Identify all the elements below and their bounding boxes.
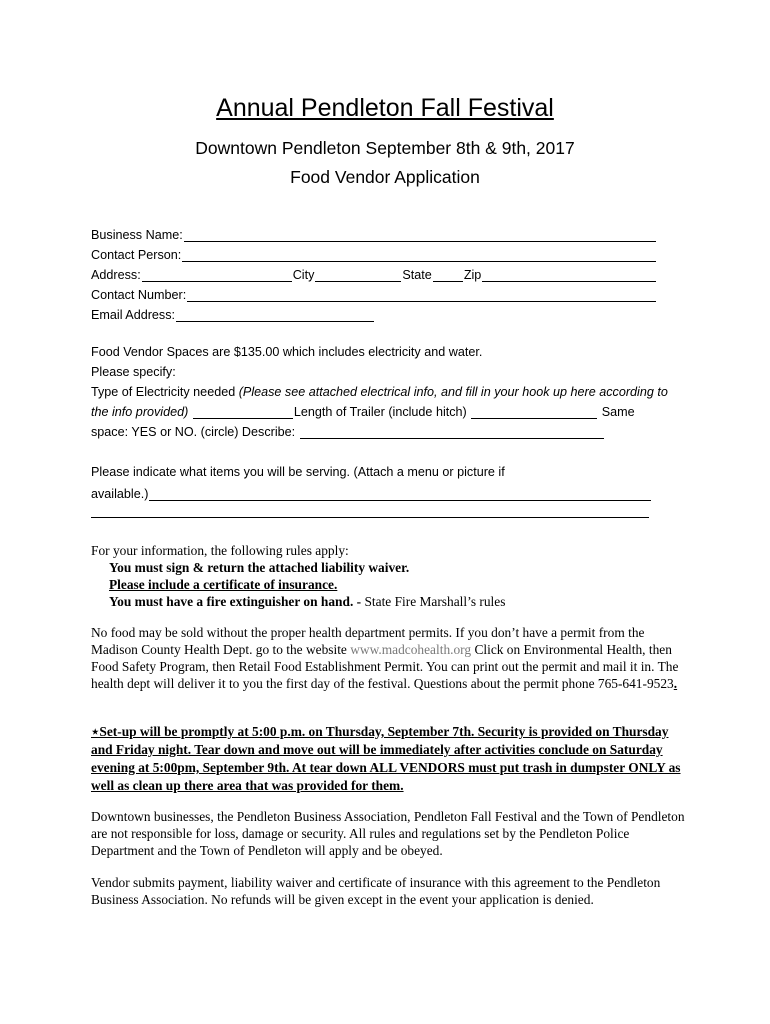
electricity-note: (Please see attached electrical info, and fill in your hook up here according to [238, 385, 668, 399]
describe-input[interactable] [300, 425, 604, 439]
city-input[interactable] [315, 267, 401, 282]
trailer-label: Length of Trailer (include hitch) [293, 405, 467, 419]
payment-paragraph: Vendor submits payment, liability waiver and certificate of insurance with this agreement to the Pendleton Business Association. No refunds will be given except in the event your application is denied. [91, 875, 661, 907]
same-space-line [91, 425, 605, 439]
menu-field [91, 483, 651, 501]
electricity-input[interactable] [193, 405, 293, 419]
zip-label: Zip [463, 268, 482, 282]
please-specify: Please specify: [91, 365, 176, 379]
menu-prompt-cont: available.) [91, 487, 149, 501]
rule-insurance: Please include a certificate of insurance. [109, 577, 338, 592]
email-field [91, 304, 374, 322]
state-input[interactable] [433, 267, 463, 282]
space-price: Food Vendor Spaces are $135.00 which includes electricity and water. [91, 345, 483, 359]
menu-input[interactable] [149, 486, 651, 501]
contact-number-label: Contact Number: [91, 288, 187, 302]
menu-prompt: Please indicate what items you will be serving. (Attach a menu or picture if [91, 465, 505, 479]
setup-paragraph: ⋆Set-up will be promptly at 5:00 p.m. on Thursday, September 7th. Security is provided on Thursday and Friday night. Tear down and move out will be immediately after activities conclude on Saturday evening at 5:00pm, September 9th. At tear down ALL VENDORS must put trash in dumpster ONLY as well as clean up there area that was provided for them. [91, 724, 681, 793]
electricity-label: Type of Electricity needed [91, 385, 239, 399]
business-name-label: Business Name: [91, 228, 183, 242]
contact-number-input[interactable] [187, 287, 656, 302]
trailer-line [91, 405, 635, 419]
trailer-length-input[interactable] [471, 405, 597, 419]
form-name: Food Vendor Application [290, 167, 480, 187]
page-title: Annual Pendleton Fall Festival [216, 94, 554, 122]
business-name-input[interactable] [184, 227, 656, 242]
contact-person-field [91, 244, 656, 262]
permit-paragraph: No food may be sold without the proper health department permits. If you don’t have a permit from the Madison County Health Dept. go to the website www.madcohealth.org Click on Environmental Health, then Food Safety Program, then Retail Food Establishment Permit. You can print out the permit and mail it in. The health dept will deliver it to you the first day of the festival. Questions about the permit phone 765-641-9523. [91, 625, 679, 691]
business-name-field [91, 224, 656, 242]
contact-number-field [91, 284, 656, 302]
address-label: Address: [91, 268, 141, 282]
rules-block [91, 542, 691, 610]
rule-extinguisher: You must have a fire extinguisher on hand. - State Fire Marshall’s rules [109, 594, 506, 609]
state-label: State [402, 268, 432, 282]
email-input[interactable] [176, 307, 374, 322]
contact-person-input[interactable] [182, 247, 656, 262]
health-website-link[interactable]: www.madcohealth.org [350, 642, 472, 657]
email-label: Email Address: [91, 308, 175, 322]
same-space-label: space: YES or NO. (circle) Describe: [91, 425, 296, 439]
electricity-line [91, 385, 668, 399]
address-input[interactable] [142, 267, 292, 282]
same-label: Same [601, 405, 635, 419]
address-field [91, 264, 656, 282]
liability-paragraph: Downtown businesses, the Pendleton Business Association, Pendleton Fall Festival and the Town of Pendleton are not responsible for loss, damage or security. All rules and regulations set by the Pendleton Police Department and the Town of Pendleton will apply and be obeyed. [91, 809, 685, 858]
electricity-note-cont: the info provided) [91, 405, 189, 419]
event-dates: Downtown Pendleton September 8th & 9th, 2017 [195, 138, 575, 158]
rules-intro: For your information, the following rules apply: [91, 543, 349, 558]
zip-input[interactable] [482, 267, 656, 282]
contact-person-label: Contact Person: [91, 248, 182, 262]
menu-input-line-2[interactable] [91, 517, 649, 518]
city-label: City [292, 268, 315, 282]
rule-waiver: You must sign & return the attached liability waiver. [109, 560, 410, 575]
